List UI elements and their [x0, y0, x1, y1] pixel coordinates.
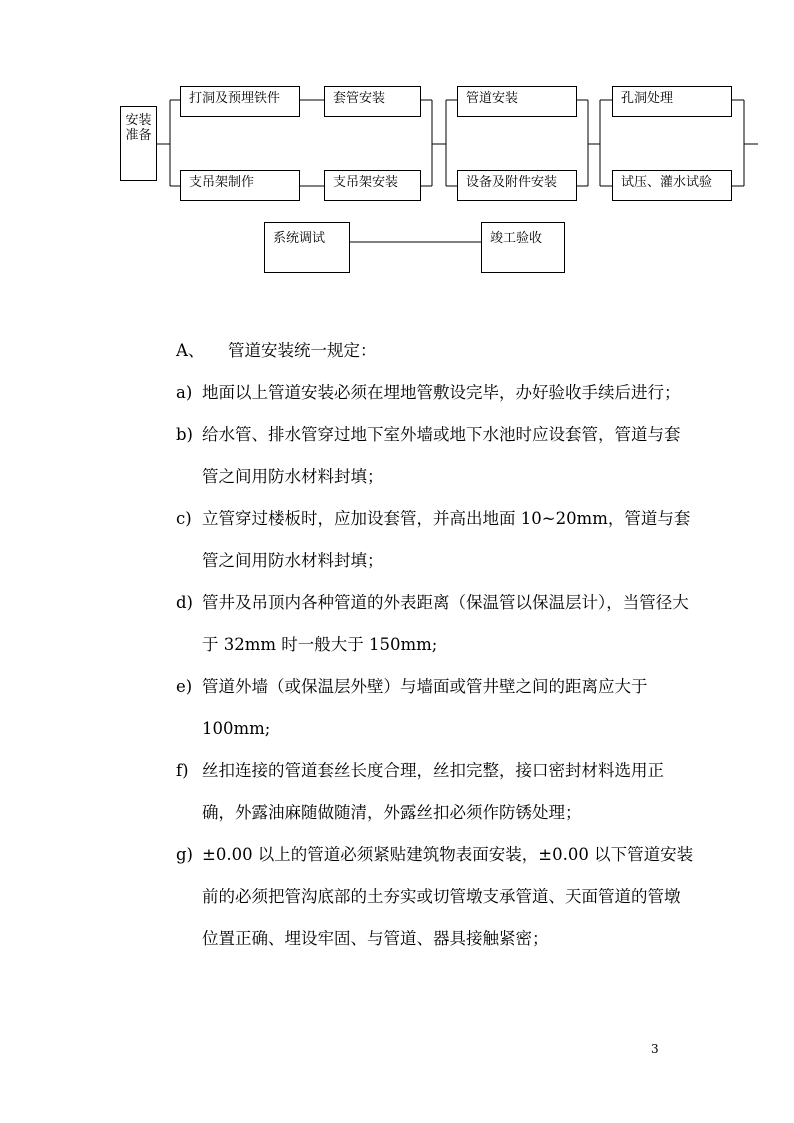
section-title: 管道安装统一规定： [228, 341, 377, 360]
list-item-text: 丝扣连接的管道套丝长度合理，丝扣完整，接口密封材料选用正确，外露油麻随做随清，外露丝扣必须作防锈处理； [202, 761, 664, 822]
list-item-text: 立管穿过楼板时，应加设套管，并高出地面 10~20mm，管道与套管之间用防水材料封填； [202, 509, 691, 570]
list-item-label: g) [176, 845, 193, 864]
list-item [176, 414, 696, 498]
document-body [176, 330, 696, 960]
list-item-text: 管道外墙（或保温层外壁）与墙面或管井壁之间的距离应大于 100mm; [202, 677, 648, 738]
flow-box-hanger-install: 支吊架安装 [324, 170, 421, 201]
section-heading [176, 330, 696, 372]
flow-box-hanger-fabrication: 支吊架制作 [180, 170, 300, 201]
flow-box-drilling-embedding: 打洞及预埋铁件 [180, 86, 300, 117]
section-label: A、 [176, 341, 205, 360]
flow-box-completion-acceptance: 竣工验收 [481, 222, 565, 273]
list-item-text: 地面以上管道安装必须在埋地管敷设完毕，办好验收手续后进行； [202, 383, 681, 402]
flow-box-install-prep: 安装准备 [120, 106, 157, 181]
list-item-label: c) [176, 509, 192, 528]
list-item-label: b) [176, 425, 193, 444]
list-item [176, 834, 696, 960]
list-item-text: 给水管、排水管穿过地下室外墙或地下水池时应设套管，管道与套管之间用防水材料封填； [202, 425, 681, 486]
flow-box-system-debug: 系统调试 [264, 222, 350, 273]
flow-box-sleeve-install: 套管安装 [324, 86, 421, 117]
flow-box-pipe-install: 管道安装 [457, 86, 577, 117]
list-item [176, 372, 696, 414]
flow-box-pressure-test: 试压、灌水试验 [612, 170, 732, 201]
list-item [176, 750, 696, 834]
list-item-label: e) [176, 677, 193, 696]
flow-box-hole-treatment: 孔洞处理 [612, 86, 732, 117]
process-flowchart [0, 0, 794, 300]
list-item-label: f) [176, 761, 189, 780]
list-item [176, 666, 696, 750]
list-item [176, 498, 696, 582]
list-item-text: 管井及吊顶内各种管道的外表距离（保温管以保温层计），当管径大于 32mm 时一般大于 150mm; [202, 593, 689, 654]
list-item [176, 582, 696, 666]
list-item-label: a) [176, 383, 193, 402]
list-item-text: ±0.00 以上的管道必须紧贴建筑物表面安装，±0.00 以下管道安装前的必须把管沟底部的土夯实或切管墩支承管道、天面管道的管墩位置正确、埋设牢固、与管道、器具接触紧密； [202, 845, 694, 948]
flow-box-equipment-install: 设备及附件安装 [457, 170, 577, 201]
page-number: 3 [651, 1042, 659, 1056]
list-item-label: d) [176, 593, 193, 612]
